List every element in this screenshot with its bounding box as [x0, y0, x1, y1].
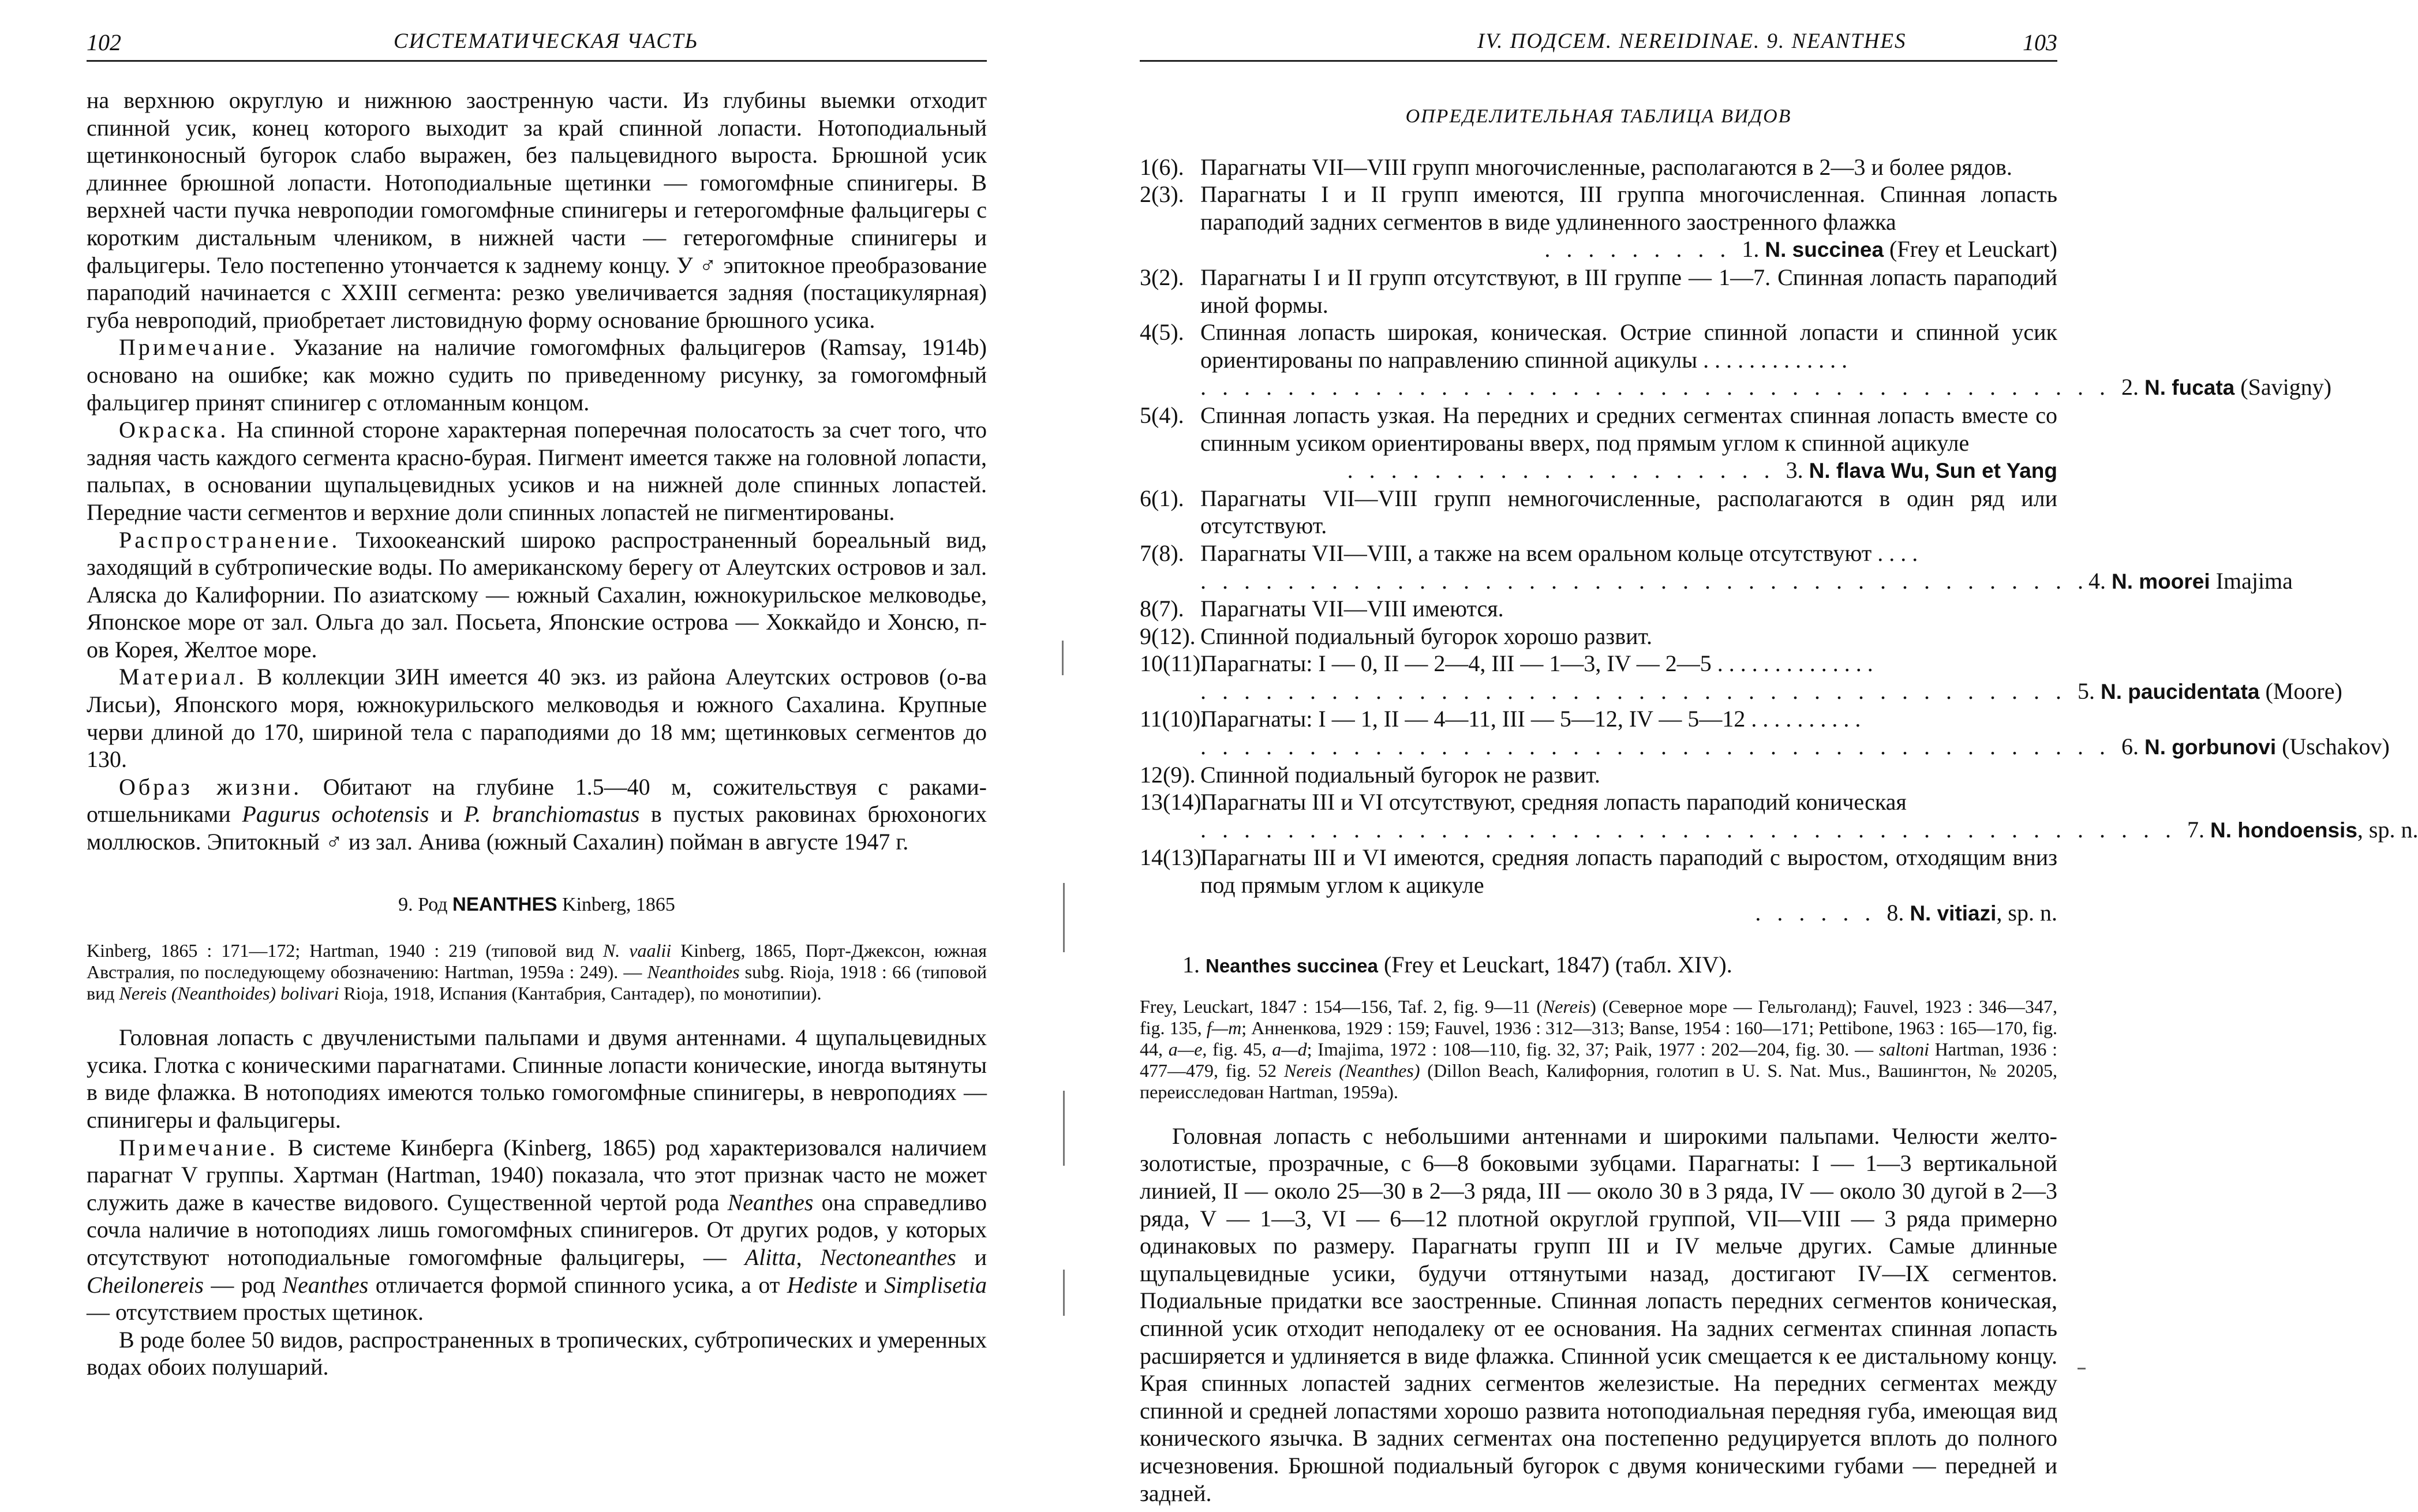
- couplet-text: Парагнаты I и II групп имеются, III группа многочисленная. Спинная лопасть параподий задних сегментов в виде удлиненного заостренного флажка: [1200, 181, 2057, 235]
- result-species: N. vitiazi: [1910, 901, 1997, 925]
- result-author: (Savigny): [2234, 374, 2332, 401]
- result-number: 1.: [1742, 236, 1765, 263]
- result-number: 5.: [2078, 678, 2101, 704]
- leader-dots: . . . . . . . . . . . . . . . . . . . . . . . . . . . . . . . . . . . . . . . . . .: [1200, 374, 2121, 401]
- couplet-number: 14(13).: [1140, 844, 1207, 871]
- figure-ref: a—d: [1272, 1038, 1307, 1060]
- synonymy-text: ; Анненкова, 1929 : 159; Fauvel, 1936 : 312—313; Banse, 1954 : 160—171; Pettibone, 1963 : 165—170, fig. 44,: [1140, 1017, 2058, 1060]
- key-couplet: [1140, 485, 2057, 540]
- note-label: Примечание.: [119, 334, 278, 361]
- species-author: (Frey et Leuckart, 1847) (табл. XIV).: [1378, 952, 1732, 978]
- couplet-number: 3(2).: [1140, 264, 1184, 290]
- result-species: N. succinea: [1765, 238, 1884, 262]
- result-author: Imajima: [2210, 567, 2293, 594]
- couplet-text: Парагнаты VII—VIII имеются.: [1200, 596, 1504, 622]
- couplet-result: [1200, 373, 2332, 402]
- genus-author: Kinberg, 1865: [557, 893, 675, 915]
- result-author: (Uschakov): [2276, 733, 2390, 760]
- key-couplet: [1140, 761, 2057, 789]
- note-label: Примечание.: [119, 1134, 278, 1161]
- result-number: 6.: [2121, 733, 2144, 760]
- couplet-text: Парагнаты VII—VIII групп немногочисленные, располагаются в один ряд или отсутствуют.: [1200, 485, 2057, 539]
- taxon-name: Nereis (Neanthes): [1283, 1060, 1420, 1081]
- distribution-paragraph: [87, 526, 987, 664]
- taxon-name: Neanthes: [282, 1271, 369, 1298]
- taxon-name: Neanthoides: [647, 961, 740, 983]
- distribution-label: Распространение.: [119, 526, 340, 553]
- leader-dots: . . . . . . . . . . . . . . . . . . . .: [1347, 457, 1786, 484]
- key-couplet: [1140, 844, 2057, 927]
- synonymy-text: Kinberg, 1865 : 171—172; Hartman, 1940 : 219 (типовой вид: [87, 940, 603, 961]
- couplet-text: Парагнаты III и VI имеются, средняя лопасть параподий с выростом, отходящим вниз под прямым углом к ацикуле: [1200, 844, 2057, 899]
- left-column: [87, 87, 987, 1381]
- couplet-number: 1(6).: [1140, 154, 1184, 180]
- taxon-name: Simplisetia: [884, 1271, 987, 1298]
- couplet-text: Спинная лопасть узкая. На передних и средних сегментах спинная лопасть вместе со спинным усиком ориентированы вверх, под прямым углом к спинной ацикуле: [1200, 402, 2057, 456]
- note-text: — отсутствием простых щетинок.: [87, 1299, 424, 1326]
- taxon-name: Nectoneanthes: [820, 1244, 956, 1270]
- result-author: , sp. n.: [2357, 816, 2418, 843]
- couplet-result: [1200, 567, 2293, 596]
- leader-dots: . . . . . .: [1755, 899, 1887, 926]
- species-synonymy: [1140, 996, 2057, 1103]
- result-number: 4.: [2088, 567, 2112, 594]
- couplet-result: [1200, 733, 2390, 761]
- key-couplet: [1140, 623, 2057, 650]
- material-text: В коллекции ЗИН имеется 40 экз. из района Алеутских островов (о-ва Лисьи), Японского моря, южнокурильского мелководья и южного Сахалина. Крупные черви длиной до 170, шириной тела с параподиями до 18 мм; щетинковых сегментов до 130.: [87, 664, 987, 773]
- couplet-result: [1200, 456, 2057, 485]
- left-running-title: СИСТЕМАТИЧЕСКАЯ ЧАСТЬ: [394, 29, 699, 53]
- genus-description: Головная лопасть с двучленистыми пальпами и двумя антеннами. 4 щупальцевидных усика. Глотка с коническими парагнатами. Спинные лопасти конические, иногда вытянуты в виде флажка. В нотоподиях имеются только гомогомфные спинигеры, в невроподиях — спинигеры и фальцигеры.: [87, 1024, 987, 1133]
- couplet-number: 9(12).: [1140, 623, 1196, 649]
- leader-dots: . . . . . . . . . . . . . . . . . . . . . . . . . . . . . . . . . . . . . . . .: [1200, 678, 2078, 704]
- note-text: и: [956, 1244, 987, 1270]
- lifestyle-label: Образ жизни.: [119, 773, 302, 800]
- synonymy-text: ; Imajima, 1972 : 108—110, fig. 32, 37; Paik, 1977 : 202—204, fig. 30. —: [1307, 1038, 1879, 1060]
- couplet-number: 5(4).: [1140, 402, 1184, 428]
- couplet-text: Спинной подиальный бугорок не развит.: [1200, 761, 1600, 788]
- key-couplet: [1140, 705, 2390, 761]
- synonymy-text: Frey, Leuckart, 1847 : 154—156, Taf. 2, fig. 9—11 (: [1140, 995, 1543, 1017]
- synonymy-text: , fig. 45,: [1202, 1038, 1272, 1060]
- coloration-paragraph: [87, 416, 987, 526]
- taxon-name: Hediste: [787, 1271, 858, 1298]
- couplet-text: Парагнаты: I — 0, II — 2—4, III — 1—3, IV — 2—5 . . . . . . . . . . . . . .: [1200, 650, 1873, 677]
- synonymy-text: Hartman, 1936 : 477—479, fig. 52: [1140, 1038, 2058, 1081]
- result-author: (Frey et Leuckart): [1884, 236, 2057, 263]
- taxon-name: Nereis (Neanthoides) bolivari: [119, 983, 339, 1004]
- couplet-result: [1200, 235, 2057, 264]
- note-text: она справедливо сочла наличие в нотоподиях лишь гомогомфных спинигеров. От других родов, у которых отсутствуют нотоподиальные гомогомфные фальцигеры, —: [87, 1189, 987, 1270]
- key-couplet: [1140, 540, 2293, 595]
- synonymy-text: Rioja, 1918, Испания (Кантабрия, Сантадер), по монотипии).: [339, 983, 822, 1004]
- note-paragraph: [87, 334, 987, 416]
- couplet-text: Спинная лопасть широкая, коническая. Острие спинной лопасти и спинной усик ориентированы по направлению спинной ацикулы . . . . . . . . . . . . .: [1200, 319, 2057, 373]
- key-couplet: [1140, 181, 2057, 264]
- result-species: N. flava Wu, Sun et Yang: [1809, 459, 2057, 483]
- synonymy-text: ) (Северное море — Гельголанд); Fauvel, 1923 : 346—347, fig. 135,: [1140, 995, 2058, 1038]
- lifestyle-paragraph: [87, 773, 987, 856]
- key-couplet: [1140, 319, 2332, 402]
- taxon-name: Cheilonereis: [87, 1271, 204, 1298]
- figure-ref: a—e: [1168, 1038, 1203, 1060]
- couplet-result: [1200, 816, 2418, 844]
- species-name: Neanthes succinea: [1206, 955, 1378, 977]
- couplet-text: Парагнаты III и VI отсутствуют, средняя лопасть параподий коническая: [1200, 789, 1907, 815]
- result-number: 2.: [2121, 374, 2144, 401]
- right-running-head: [1140, 25, 2057, 62]
- synonymy-text: (Dillon Beach, Калифорния, голотип в U. S. Nat. Mus., Вашингтон, № 20205, переисследован Hartman, 1959a).: [1140, 1060, 2058, 1102]
- result-number: 3.: [1786, 457, 1809, 484]
- left-page-number: 102: [87, 29, 121, 55]
- couplet-number: 11(10).: [1140, 706, 1207, 732]
- note-text: отличается формой спинного усика, а от: [368, 1271, 787, 1298]
- couplet-number: 6(1).: [1140, 485, 1184, 511]
- taxon-name: Nereis: [1542, 995, 1590, 1017]
- right-running-title: IV. ПОДСЕМ. NEREIDINAE. 9. NEANTHES: [1477, 29, 1907, 53]
- identification-key: [1140, 154, 2418, 927]
- taxon-name: Neanthes: [727, 1189, 814, 1215]
- taxon-name: saltoni: [1878, 1038, 1929, 1060]
- lifestyle-text: и: [429, 801, 464, 828]
- couplet-text: Парагнаты VII—VIII, а также на всем оральном кольце отсутствуют . . . .: [1200, 540, 1918, 566]
- species-number: 1.: [1182, 952, 1206, 978]
- note-text: и: [857, 1271, 885, 1298]
- coloration-label: Окраска.: [119, 417, 229, 443]
- synonymy-text: subg. Rioja, 1918 : 66 (типовой вид: [87, 961, 987, 1004]
- left-running-head: [87, 25, 987, 62]
- key-couplet: [1140, 650, 2342, 705]
- leader-dots: . . . . . . . . . . . . . . . . . . . . . . . . . . . . . . . . . . . . . . . . . .: [1200, 733, 2121, 760]
- distribution-text: Тихоокеанский широко распространенный бореальный вид, заходящий в субтропические воды. По американскому берегу от Алеутских островов и зал. Аляска до Калифорнии. По азиатскому — южный Сахалин, южнокурильское мелководье, Японское море от зал. Ольга до зал. Посьета, Японские острова — Хоккайдо и Хонсю, п-ов Корея, Желтое море.: [87, 526, 987, 663]
- key-couplet: [1140, 788, 2418, 844]
- couplet-number: 2(3).: [1140, 181, 1184, 208]
- genus-note: [87, 1134, 987, 1326]
- result-number: 7.: [2187, 816, 2210, 843]
- result-species: N. gorbunovi: [2144, 735, 2277, 759]
- taxon-name: P. branchiomastus: [463, 801, 640, 828]
- taxon-name: Alitta: [744, 1244, 796, 1270]
- couplet-result: [1200, 678, 2342, 706]
- result-species: N. fucata: [2144, 376, 2235, 400]
- result-species: N. hondoensis: [2210, 818, 2357, 842]
- species-heading: [1182, 951, 2057, 980]
- result-author: (Moore): [2259, 678, 2342, 704]
- result-species: N. paucidentata: [2101, 679, 2260, 703]
- couplet-number: 10(11).: [1140, 650, 1207, 677]
- couplet-text: Парагнаты I и II групп отсутствуют, в III группе — 1—7. Спинная лопасть параподий иной формы.: [1200, 264, 2057, 318]
- note-text: ,: [796, 1244, 821, 1270]
- genus-name: NEANTHES: [452, 893, 557, 915]
- genus-prefix: 9. Род: [398, 893, 453, 915]
- key-title: ОПРЕДЕЛИТЕЛЬНАЯ ТАБЛИЦА ВИДОВ: [1405, 106, 1792, 127]
- result-species: N. moorei: [2112, 569, 2210, 593]
- couplet-number: 7(8).: [1140, 540, 1184, 566]
- left-page: [0, 0, 1045, 1512]
- genus-heading: [87, 890, 987, 919]
- leader-dots: . . . . . . . . . . . . . . . . . . . . . . . . . . . . . . . . . . . . . . . . . . . . .: [1200, 816, 2187, 843]
- genus-synonymy: [87, 940, 987, 1004]
- note-text: Указание на наличие гомогомфных фальцигеров (Ramsay, 1914b) основано на ошибке; как можно судить по приведенному рисунку, за гомогомфный фальцигер принят спинигер с отломанным концом.: [87, 334, 987, 416]
- key-couplet: [1140, 595, 2057, 623]
- right-page-number: 103: [2023, 29, 2057, 55]
- couplet-result: [1200, 899, 2057, 927]
- species-description: Головная лопасть с небольшими антеннами и широкими пальпами. Челюсти желто-золотистые, прозрачные, с 6—8 боковыми зубцами. Парагнаты: I — 1—3 вертикальной линией, II — около 25—30 в 2—3 ряда, III — около 30 в 3 ряда, IV — около 30 дугой в 2—3 ряда, V — 1—3, VI — 6—12 плотной округлой группой, VII—VIII — 3 ряда примерно одинаковых по размеру. Парагнаты групп III и IV мельче других. Самые длинные щупальцевидные усики, будучи оттянутыми назад, достигают IV—IX сегментов. Подиальные придатки все заостренные. Спинная лопасть передних сегментов коническая, спинной усик отходит неподалеку от ее основания. На задних сегментах спинная лопасть расширяется и удлиняется в виде флажка. Спинной усик смещается к ее дистальному концу. Края спинных лопастей задних сегментов железистые. На передних сегментах между спинной и средней лопастями хорошо развита нотоподиальная передняя губа, имеющая вид конического язычка. В задних сегментах она постепенно редуцируется вплоть до полного исчезновения. Брюшной подиальный бугорок с двумя коническими губами — передней и задней.: [1140, 1122, 2057, 1506]
- taxon-name: N. vaalii: [602, 940, 672, 961]
- couplet-text: Спинной подиальный бугорок хорошо развит.: [1200, 623, 1652, 649]
- lifestyle-text: Обитают на глубине 1.5—40 м, сожительствуя с раками-отшельниками: [87, 773, 987, 828]
- leader-dots: . . . . . . . . . . . . . . . . . . . . . . . . . . . . . . . . . . . . . . . . .: [1200, 567, 2088, 594]
- couplet-text: Парагнаты: I — 1, II — 4—11, III — 5—12, IV — 5—12 . . . . . . . . . .: [1200, 706, 1861, 732]
- couplet-number: 12(9).: [1140, 761, 1196, 788]
- material-paragraph: [87, 663, 987, 773]
- figure-ref: f—m: [1206, 1017, 1242, 1038]
- coloration-text: На спинной стороне характерная поперечная полосатость за счет того, что задняя часть каждого сегмента красно-бурая. Пигмент имеется также на головной лопасти, пальпах, в основании щупальцевидных усиков и на нижней доле спинных лопастей. Передние части сегментов и верхние доли спинных лопастей не пигментированы.: [87, 417, 987, 525]
- taxon-name: Pagurus ochotensis: [242, 801, 429, 828]
- lifestyle-text: в пустых раковинах брюхоногих моллюсков. Эпитокный ♂ из зал. Анива (южный Сахалин) пойман в августе 1947 г.: [87, 801, 987, 855]
- couplet-number: 8(7).: [1140, 596, 1184, 622]
- right-page: [1056, 0, 2418, 1512]
- leader-dots: . . . . . . . . .: [1544, 236, 1742, 263]
- couplet-number: 13(14).: [1140, 789, 1207, 815]
- result-author: , sp. n.: [1996, 899, 2057, 926]
- para-continued: на верхнюю округлую и нижнюю заостренную части. Из глубины выемки отходит спинной усик, конец которого выходит за край спинной лопасти. Нотоподиальный щетинконосный бугорок слабо выражен, без пальцевидного выроста. Брюшной усик длиннее брюшной лопасти. Нотоподиальные щетинки — гомогомфные спинигеры. В верхней части пучка невроподии гомогомфные спинигеры и гетерогомфные фальцигеры с коротким дистальным члеником, в нижней части — гетерогомфные спинигеры и фальцигеры. Тело постепенно утончается к заднему концу. У ♂ эпитокное преобразование параподий начинается с XXIII сегмента: резко увеличивается задняя (постацикулярная) губа невроподий, приобретает листовидную форму основание брюшного усика.: [87, 87, 987, 333]
- genus-species-count: В роде более 50 видов, распространенных в тропических, субтропических и умеренных водах обоих полушарий.: [87, 1326, 987, 1380]
- key-couplet: [1140, 264, 2057, 319]
- couplet-number: 4(5).: [1140, 319, 1184, 346]
- note-text: — род: [203, 1271, 283, 1298]
- right-column: [1140, 87, 2418, 1507]
- note-text: В системе Кинберга (Kinberg, 1865) род характеризовался наличием парагнат V группы. Хартман (Hartman, 1940) показала, что этот признак часто не может служить даже в качестве видового. Существенной чертой рода: [87, 1134, 987, 1215]
- couplet-text: Парагнаты VII—VIII групп многочисленные, располагаются в 2—3 и более рядов.: [1200, 154, 2012, 180]
- synonymy-text: Kinberg, 1865, Порт-Джексон, южная Австралия, по последующему обозначению: Hartman, 1959a : 249). —: [87, 940, 987, 983]
- result-number: 8.: [1887, 899, 1910, 926]
- key-couplet: [1140, 402, 2057, 485]
- material-label: Материал.: [119, 664, 247, 690]
- key-couplet: [1140, 154, 2057, 181]
